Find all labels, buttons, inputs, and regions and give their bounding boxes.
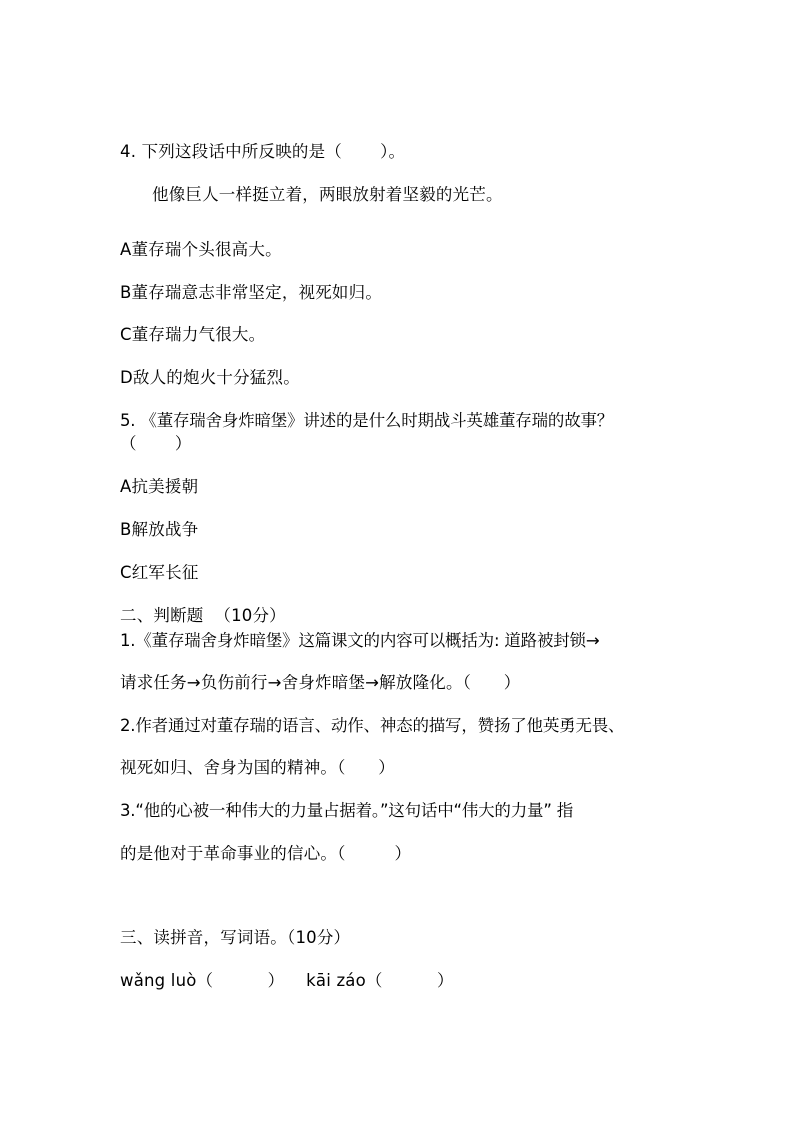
question-4-stem: 4. 下列这段话中所反映的是（ ）。 (120, 142, 406, 161)
question-4-quote: 他像巨人一样挺立着，两眼放射着坚毅的光芒。 (152, 185, 503, 204)
judge-item-1-line-1: 1.《董存瑞舍身炸暗堡》这篇课文的内容可以概括为: 道路被封锁→ (120, 631, 600, 650)
question-4-option-c: C董存瑞力气很大。 (120, 325, 266, 344)
question-5-option-c: C红军长征 (120, 563, 199, 582)
judge-item-1-line-2: 请求任务→负伤前行→舍身炸暗堡→解放隆化。（ ） (120, 673, 521, 692)
question-4-option-b: B董存瑞意志非常坚定，视死如归。 (120, 283, 383, 302)
judge-item-3-line-1: 3.“他的心被一种伟大的力量占据着。”这句话中“伟大的力量” 指 (120, 801, 574, 820)
question-5-stem: 5. 《董存瑞舍身炸暗堡》讲述的是什么时期战斗英雄董存瑞的故事？ (120, 411, 614, 430)
question-5-blank: （ ） (120, 434, 192, 453)
pinyin-line: wǎng luò（ ） kāi záo（ ） (120, 971, 454, 990)
section-2-title: 二、判断题 （10分） (120, 606, 286, 625)
section-3-title: 三、读拼音，写词语。（10分） (120, 928, 351, 947)
judge-item-2-line-1: 2.作者通过对董存瑞的语言、动作、神态的描写，赞扬了他英勇无畏、 (120, 716, 625, 735)
judge-item-3-line-2: 的是他对于革命事业的信心。（ ） (120, 844, 412, 863)
question-5-option-a: A抗美援朝 (120, 477, 199, 496)
judge-item-2-line-2: 视死如归、舍身为国的精神。（ ） (120, 758, 395, 777)
question-4-option-a: A董存瑞个头很高大。 (120, 240, 282, 259)
question-5-option-b: B解放战争 (120, 520, 199, 539)
question-4-option-d: D敌人的炮火十分猛烈。 (120, 368, 300, 387)
